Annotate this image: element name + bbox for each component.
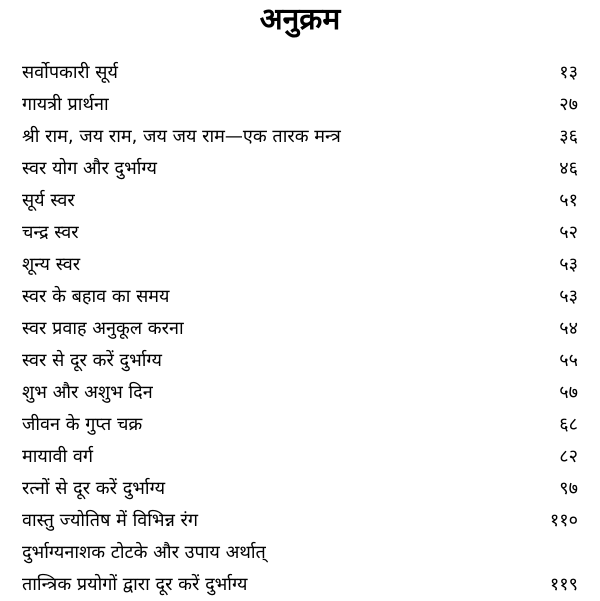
toc-entry-page-number: ६८ [559,414,578,435]
toc-entry-page-number: ११९ [549,574,578,595]
toc-entry-page-number: ५५ [559,350,578,371]
toc-entry-title: चन्द्र स्वर [22,222,79,243]
page-title: अनुक्रम [259,2,341,37]
toc-entry-title: दुर्भाग्यनाशक टोटके और उपाय अर्थात् [22,542,266,563]
toc-entry-title: मायावी वर्ग [22,446,94,467]
toc-entry [22,505,578,537]
toc-entry [22,537,578,569]
toc-entry-title: रत्नों से दूर करें दुर्भाग्य [22,478,166,499]
toc-entry-page-number: ११० [549,510,578,531]
toc-entry-title: सूर्य स्वर [22,190,75,211]
toc-entry-title: गायत्री प्रार्थना [22,94,109,115]
toc-entry [22,121,578,153]
toc-entry [22,345,578,377]
toc-entry [22,57,578,89]
toc-entry-title: शून्य स्वर [22,254,81,275]
toc-entry-title: स्वर प्रवाह अनुकूल करना [22,318,184,339]
toc-entry [22,473,578,505]
toc-entry-title: शुभ और अशुभ दिन [22,382,153,403]
toc-entry [22,441,578,473]
toc-entry-title: तान्त्रिक प्रयोगों द्वारा दूर करें दुर्भाग्य [22,574,248,595]
toc-entry [22,377,578,409]
toc-entry-title: स्वर के बहाव का समय [22,286,170,307]
toc-entry-page-number: ४६ [559,158,578,179]
toc-entry-title: वास्तु ज्योतिष में विभिन्न रंग [22,510,199,531]
toc-entry [22,249,578,281]
toc-entry-page-number: ५४ [559,318,578,339]
toc-entry [22,569,578,601]
toc-entry-page-number: २७ [559,94,578,115]
toc-entry-page-number: ५२ [559,222,578,243]
toc-entry [22,313,578,345]
toc-entry [22,281,578,313]
toc-entry-page-number: ८२ [559,446,578,467]
toc-entry [22,217,578,249]
toc-entry-title: सर्वोपकारी सूर्य [22,62,118,83]
toc-entry-page-number: ३६ [559,126,578,147]
toc-entry-title: स्वर से दूर करें दुर्भाग्य [22,350,162,371]
toc-entry [22,89,578,121]
toc-entry-page-number: ५७ [559,382,578,403]
toc-entry [22,185,578,217]
toc-entry-page-number: ५१ [559,190,578,211]
toc-list [22,57,578,601]
toc-entry-page-number: ५३ [559,286,578,307]
toc-entry [22,409,578,441]
toc-entry [22,153,578,185]
toc-entry-page-number: ५३ [559,254,578,275]
toc-entry-page-number: १३ [559,62,578,83]
toc-entry-title: जीवन के गुप्त चक्र [22,414,143,435]
toc-entry-title: श्री राम, जय राम, जय जय राम—एक तारक मन्त्र [22,126,341,147]
toc-entry-title: स्वर योग और दुर्भाग्य [22,158,157,179]
toc-entry-page-number: ९७ [559,478,578,499]
